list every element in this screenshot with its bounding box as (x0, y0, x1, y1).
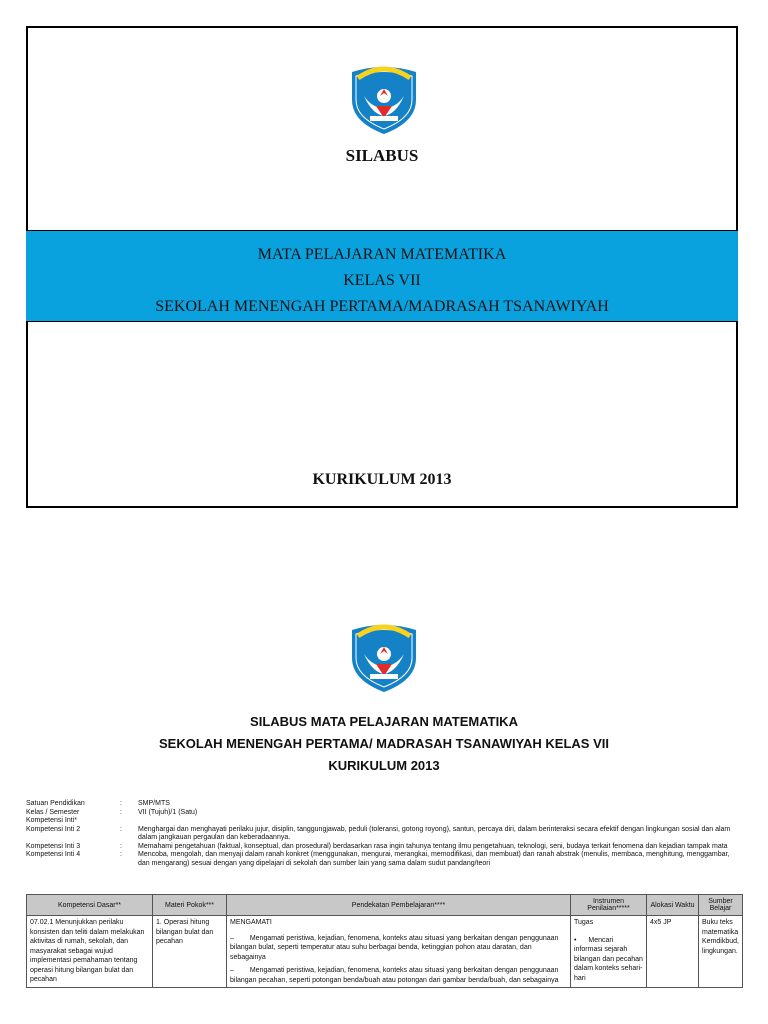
col-header: Materi Pokok*** (153, 895, 227, 916)
info-value: SMP/MTS (138, 800, 170, 807)
cover-page (26, 26, 738, 508)
instrumen-heading: Tugas (574, 919, 594, 926)
tut-wuri-handayani-logo-icon (346, 614, 422, 696)
cell-instrumen: Tugas • Mencari informasi sejarah bilangan dan pecahan dalam konteks sehari-hari (571, 916, 647, 988)
table-row (27, 916, 743, 988)
tut-wuri-handayani-logo-icon (346, 56, 422, 138)
cell-alokasi: 4x5 JP (647, 916, 699, 988)
info-value: Menghargai dan menghayati perilaku jujur, disiplin, tanggungjawab, peduli (toleransi, gotong royong), santun, percaya diri, dalam berinteraksi secara efektif dengan lingkungan sosial dan alam dalam jangkauan pergaulan dan keberadaannya. (138, 825, 731, 841)
band-line-class: KELAS VII (343, 272, 421, 289)
col-header: Pendekatan Pembelajaran**** (227, 895, 571, 916)
page2-title-school: SEKOLAH MENENGAH PERTAMA/ MADRASAH TSANAWIYAH KELAS VII (159, 736, 609, 751)
page2-title-curriculum: KURIKULUM 2013 (328, 758, 440, 773)
band-line-school: SEKOLAH MENENGAH PERTAMA/MADRASAH TSANAWIYAH (155, 298, 609, 315)
cell-pendekatan: MENGAMATI – Mengamati peristiwa, kejadian, fenomena, konteks atau situasi yang berkaitan dengan penggunaan bilangan bulat, seperti temperatur atau suhu berbagai benda, ketinggian pohon atau daratan, dan sebagainya – Mengamati peristiwa, kejadian, fenomena, konteks atau situasi yang berkaitan dengan penggunaan bilangan pecahan, seperti potongan benda/buah atau potongan dari gambar benda/buah, dan sebagainya (227, 916, 571, 988)
info-key: Satuan Pendidikan (26, 800, 85, 807)
page2-title-subject: SILABUS MATA PELAJARAN MATEMATIKA (250, 714, 518, 729)
cover-title: SILABUS (345, 146, 419, 165)
info-row: Kompetensi Inti 4 : Mencoba, mengolah, dan menyaji dalam ranah konkret (menggunakan, mengurai, merangkai, memodifikasi, dan membuat) dan ranah abstrak (menulis, membaca, menghitung, menggambar, dan mengarang) sesuai dengan yang dipelajari di sekolah dan sumber lain yang sama dalam sudut pandang/teori (26, 851, 742, 868)
info-value: Mencoba, mengolah, dan menyaji dalam ranah konkret (menggunakan, mengurai, merangkai, memodifikasi, dan membuat) dan ranah abstrak (menulis, membaca, menghitung, menggambar, dan mengarang) sesuai dengan yang dipelajari di sekolah dan sumber lain yang sama dalam sudut pandang/teori (138, 851, 730, 867)
col-header: Instrumen Penilaian***** (571, 895, 647, 916)
col-header: Sumber Belajar (699, 895, 743, 916)
info-value: Memahami pengetahuan (faktual, konseptual, dan prosedural) berdasarkan rasa ingin tahunya tentang ilmu pengetahuan, teknologi, seni, budaya terkait fenomena dan kejadian tampak mata (138, 842, 728, 850)
col-header: Kompetensi Dasar** (27, 895, 153, 916)
info-key: Kompetensi Inti 2 (26, 825, 81, 833)
pendekatan-item: Mengamati peristiwa, kejadian, fenomena, konteks atau situasi yang berkaitan dengan penggunaan bilangan bulat, seperti temperatur atau suhu berbagai benda, ketinggian pohon atau daratan, dan sebagainya (230, 934, 559, 961)
cell-sumber: Buku teks matematika Kemdikbud, lingkungan. (699, 916, 743, 988)
instrumen-item: Mencari informasi sejarah bilangan dan pecahan dalam konteks sehari-hari (574, 936, 643, 982)
info-row: Kompetensi Inti 3 : Memahami pengetahuan (faktual, konseptual, dan prosedural) berdasarkan rasa ingin tahunya tentang ilmu pengetahuan, teknologi, seni, budaya terkait fenomena dan kejadian tampak mata (26, 843, 742, 852)
info-row: Kelas / Semester : VII (Tujuh)/1 (Satu) (26, 809, 742, 818)
band-line-subject: MATA PELAJARAN MATEMATIKA (257, 246, 507, 263)
info-key: Kelas / Semester (26, 808, 80, 816)
subject-band (26, 230, 738, 322)
syllabus-table (26, 894, 743, 988)
pendekatan-heading: MENGAMATI (230, 919, 272, 926)
info-row: Kompetensi Inti 2 : Menghargai dan menghayati perilaku jujur, disiplin, tanggungjawab, peduli (toleransi, gotong royong), santun, percaya diri, dalam berinteraksi secara efektif dengan lingkungan sosial dan alam dalam jangkauan pergaulan dan keberadaannya. (26, 826, 742, 843)
info-key: Kompetensi Inti 4 (26, 851, 81, 858)
cover-curriculum: KURIKULUM 2013 (312, 471, 452, 488)
info-row (26, 817, 742, 826)
info-value: VII (Tujuh)/1 (Satu) (138, 808, 198, 816)
cell-kompetensi-dasar: 07.02.1 Menunjukkan perilaku konsisten dan teliti dalam melakukan aktivitas di rumah, sekolah, dan masyarakat sebagai wujud implementasi pemahaman tentang operasi hitung bilangan bulat dan pecahan (27, 916, 153, 988)
info-key: Kompetensi Inti 3 (26, 842, 81, 850)
info-row: Satuan Pendidikan : SMP/MTS (26, 800, 742, 809)
pendekatan-item: Mengamati peristiwa, kejadian, fenomena, konteks atau situasi yang berkaitan dengan penggunaan bilangan pecahan, seperti potongan benda/buah atau potongan dari gambar benda/buah, dan sebagainya (230, 967, 559, 984)
info-value (138, 817, 742, 826)
syllabus-info (26, 800, 742, 868)
col-header: Alokasi Waktu (647, 895, 699, 916)
cell-materi-pokok: 1. Operasi hitung bilangan bulat dan pecahan (153, 916, 227, 988)
table-header-row (27, 895, 743, 916)
info-key: Kompetensi Inti* (26, 817, 77, 824)
